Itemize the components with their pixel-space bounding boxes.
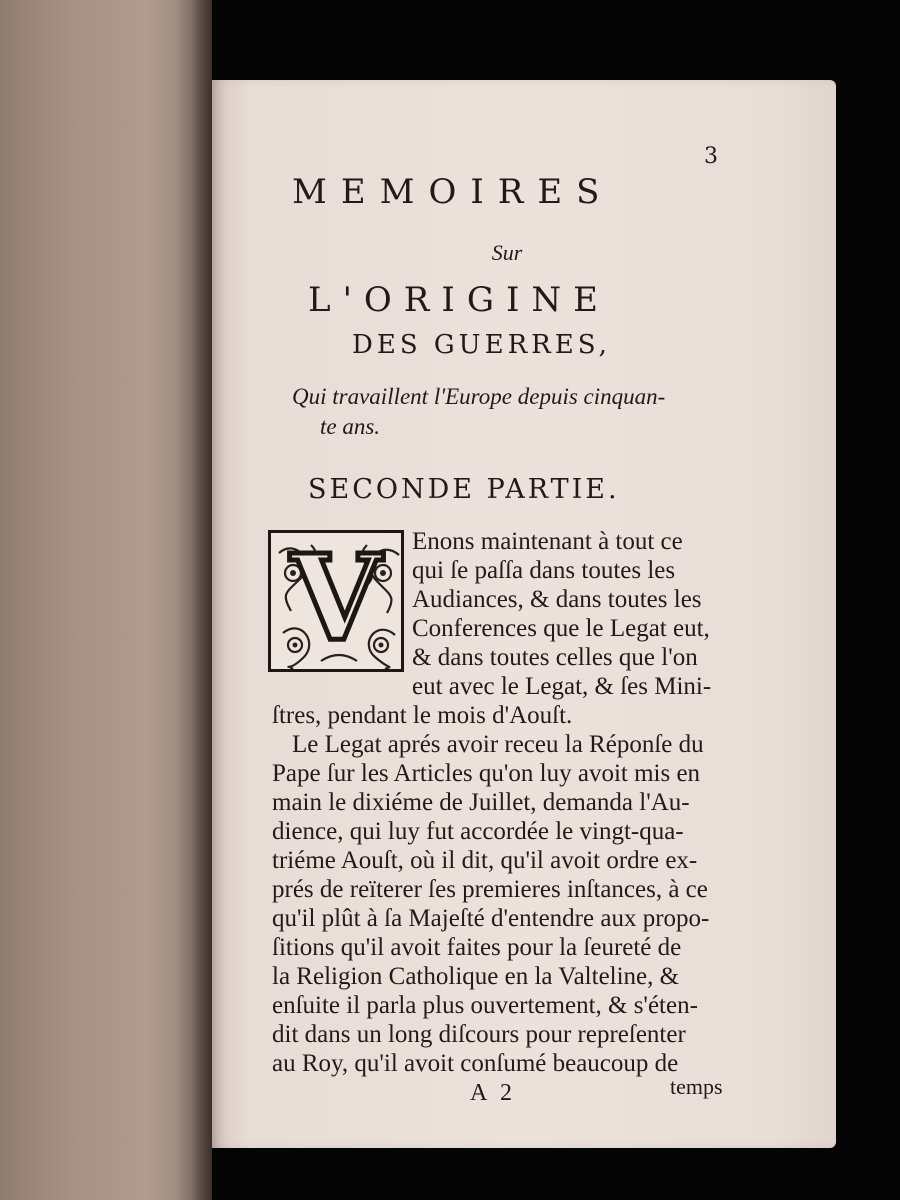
- text-line: qu'il plût à ſa Majeſté d'entendre aux propo-: [272, 905, 710, 932]
- title-origine: L'ORIGINE: [308, 280, 610, 320]
- title-memoires: MEMOIRES: [292, 172, 614, 212]
- page-gutter: [150, 0, 212, 1200]
- page-number: 3: [704, 144, 718, 169]
- text-line: prés de reïterer ſes premieres inſtances, à ce: [272, 876, 708, 903]
- title-guerres: DES GUERRES,: [352, 330, 611, 360]
- right-page: [212, 80, 836, 1148]
- text-line: Conferences que le Legat eut,: [412, 615, 710, 642]
- text-line: & dans toutes celles que l'on: [412, 644, 698, 671]
- subtitle-line: te ans.: [320, 414, 381, 439]
- ornamental-drop-cap: [268, 530, 404, 672]
- text-line: dience, qui luy fut accordée le vingt-qua-: [272, 818, 684, 845]
- text-line: main le dixiéme de Juillet, demanda l'Au-: [272, 789, 690, 816]
- text-line: la Religion Catholique en la Valteline, &: [272, 963, 680, 990]
- text-line: Enons maintenant à tout ce: [412, 528, 683, 555]
- text-line: enſuite il parla plus ouvertement, & s'éten-: [272, 992, 698, 1019]
- catchword: temps: [670, 1074, 723, 1099]
- text-line: ſitions qu'il avoit faites pour la ſeureté de: [272, 934, 682, 961]
- text-line: triéme Aouſt, où il dit, qu'il avoit ordre ex-: [272, 847, 698, 874]
- text-line: Audiances, & dans toutes les: [412, 586, 702, 613]
- part-heading: SECONDE PARTIE.: [308, 474, 620, 505]
- subtitle-line: Qui travaillent l'Europe depuis cinquan-: [292, 384, 666, 409]
- text-line: au Roy, qu'il avoit conſumé beaucoup de: [272, 1050, 679, 1077]
- signature-mark: A 2: [470, 1080, 517, 1106]
- text-line: ſtres, pendant le mois d'Aouſt.: [272, 702, 573, 729]
- text-line: qui ſe paſſa dans toutes les: [412, 557, 676, 584]
- text-line: Pape ſur les Articles qu'on luy avoit mis en: [272, 760, 701, 787]
- text-line: dit dans un long diſcours pour repreſenter: [272, 1021, 686, 1048]
- drop-cap-letter: V: [290, 530, 382, 667]
- text-line: Le Legat aprés avoir receu la Réponſe du: [292, 731, 704, 758]
- text-line: eut avec le Legat, & ſes Mini-: [412, 673, 712, 700]
- title-sur: Sur: [491, 240, 523, 265]
